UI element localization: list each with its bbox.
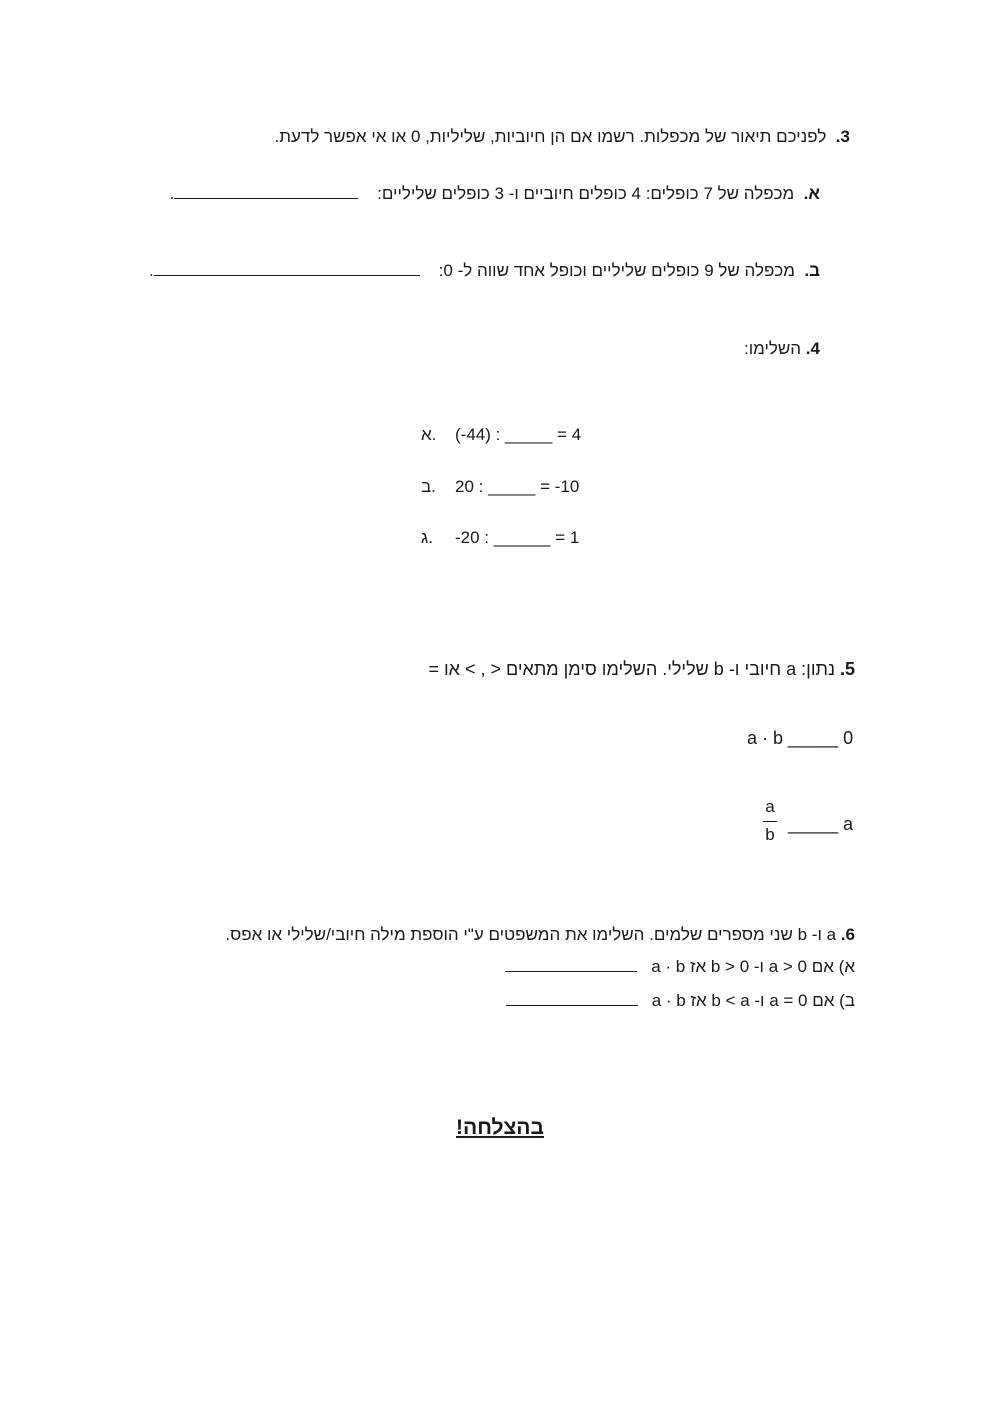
q4-equation-c[interactable]: -20 : ______ = 1 bbox=[455, 528, 580, 547]
fraction-bar bbox=[763, 821, 777, 822]
fraction-numerator: a bbox=[765, 797, 775, 816]
question-number: 4. bbox=[805, 339, 820, 358]
answer-blank-6b[interactable] bbox=[506, 990, 638, 1006]
question-text: לפניכם תיאור של מכפלות. רשמו אם הן חיוביות, שליליות, 0 או אי אפשר לדעת. bbox=[274, 127, 827, 146]
question-3a: א. מכפלה של 7 כופלים: 4 כופלים חיוביים ו- 3 כופלים שליליים: . bbox=[169, 184, 820, 203]
question-3b: ב. מכפלה של 9 כופלים שליליים וכופל אחד שווה ל- 0: . bbox=[149, 261, 820, 280]
question-text: השלימו: bbox=[743, 339, 802, 358]
q4-item-label-b: ב. bbox=[421, 477, 436, 496]
q4-item-label-c: ג. bbox=[421, 528, 433, 547]
item-text: אם a = 0 ו- b < a אז a · b bbox=[651, 991, 835, 1010]
question-4-title bbox=[744, 338, 820, 360]
item-label: א) bbox=[838, 957, 855, 976]
question-6b bbox=[506, 990, 855, 1012]
item-label: א. bbox=[803, 184, 820, 203]
question-number: 5. bbox=[839, 659, 855, 679]
question-3-intro bbox=[275, 126, 850, 148]
q4-equation-a[interactable]: (-44) : _____ = 4 bbox=[455, 425, 582, 444]
fraction-denominator: b bbox=[765, 825, 775, 844]
q5-expression-1[interactable]: a · b _____ 0 bbox=[747, 728, 854, 748]
q4-equation-b[interactable]: 20 : _____ = -10 bbox=[455, 477, 580, 496]
question-number: 3. bbox=[835, 127, 850, 146]
q5-expression-2[interactable]: _____ a bbox=[788, 814, 854, 834]
item-label: ב. bbox=[804, 261, 820, 280]
question-6a bbox=[505, 956, 855, 978]
question-text: נתון: a חיובי ו- b שלילי. השלימו סימן מתאים < , > או = bbox=[428, 659, 835, 679]
answer-blank-6a[interactable] bbox=[505, 956, 637, 972]
question-number: 6. bbox=[840, 925, 855, 944]
question-text: a ו- b שני מספרים שלמים. השלימו את המשפטים ע"י הוספת מילה חיובי/שלילי או אפס. bbox=[225, 925, 837, 944]
answer-blank-3a[interactable] bbox=[174, 183, 358, 199]
answer-blank-3b[interactable] bbox=[154, 260, 420, 276]
question-5-text bbox=[428, 658, 855, 680]
item-text: אם a > 0 ו- b > 0 אז a · b bbox=[651, 957, 834, 976]
good-luck-footer: בהצלחה! bbox=[456, 1116, 544, 1139]
question-6-text bbox=[225, 924, 855, 946]
item-label: ב) bbox=[839, 991, 855, 1010]
item-text: מכפלה של 7 כופלים: 4 כופלים חיוביים ו- 3 כופלים שליליים: bbox=[377, 184, 795, 203]
item-text: מכפלה של 9 כופלים שליליים וכופל אחד שווה ל- 0: bbox=[438, 261, 795, 280]
q4-item-label-a: א. bbox=[421, 425, 437, 444]
